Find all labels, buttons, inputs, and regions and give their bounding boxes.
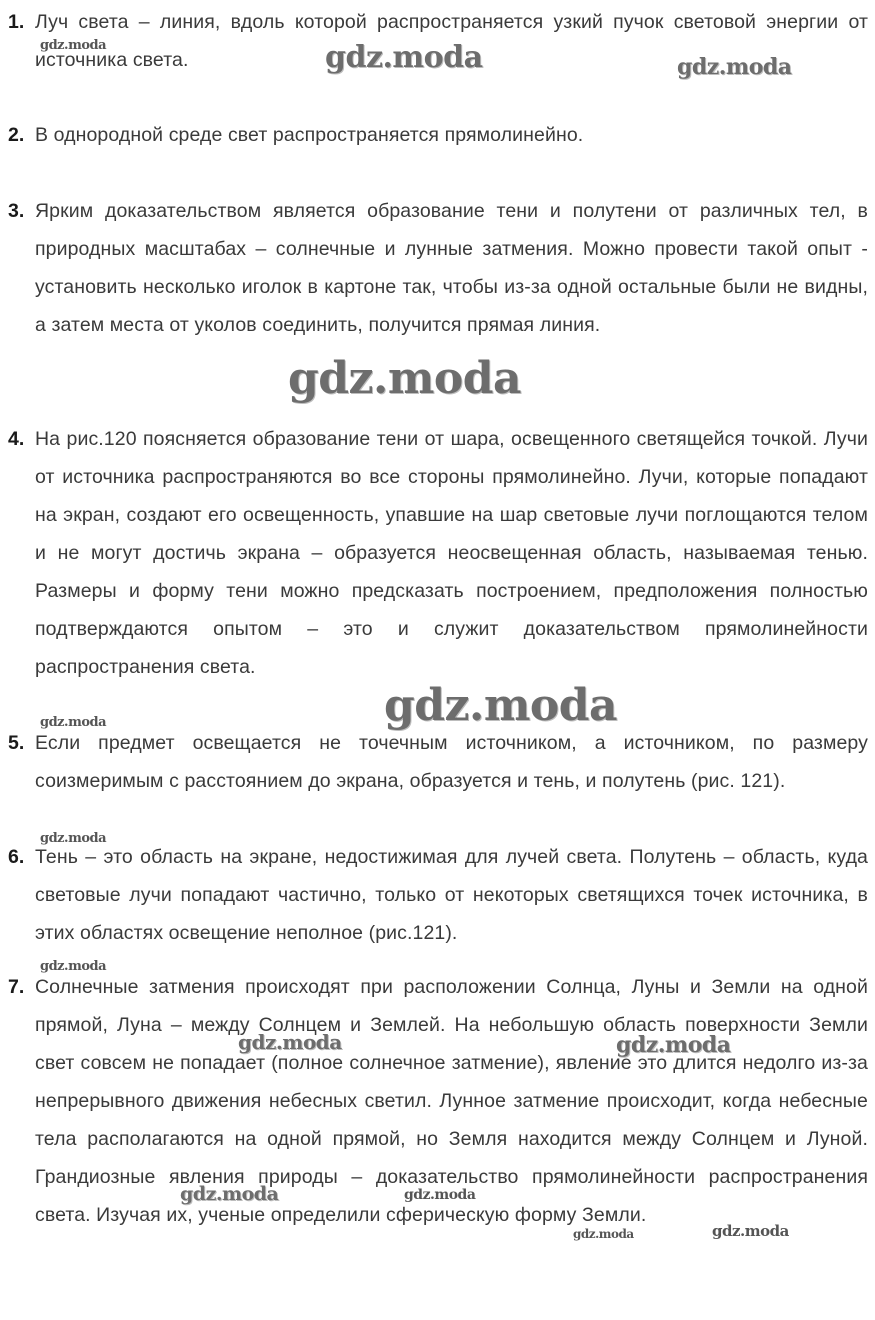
answer-number: 5. bbox=[8, 732, 25, 754]
answer-text: В однородной среде свет распространяется прямолинейно. bbox=[35, 124, 584, 146]
answer-text: На рис.120 поясняется образование тени от шара, освещенного светящейся точкой. Лучи от источника распространяются во все стороны прямолинейно. Лучи, которые попадают на экран, создают его освещенность, упавшие на шар световые лучи поглощаются телом и не могут достичь экрана – образуется неосвещенная область, называемая тенью. Размеры и форму тени можно предсказать построением, предположения полностью подтверждаются опытом – это и служит доказательством прямолинейности распространения света. bbox=[35, 428, 868, 678]
answer-3 bbox=[8, 192, 868, 344]
answer-6 bbox=[8, 838, 868, 952]
answer-number: 4. bbox=[8, 428, 25, 450]
watermark: gdz.moda bbox=[712, 1222, 789, 1240]
watermark: gdz.moda bbox=[40, 715, 107, 730]
watermark: gdz.moda bbox=[40, 959, 107, 974]
answer-number: 3. bbox=[8, 200, 25, 222]
watermark: gdz.moda bbox=[616, 1032, 731, 1058]
watermark: gdz.moda bbox=[404, 1187, 476, 1203]
answer-4 bbox=[8, 420, 868, 686]
watermark: gdz.moda bbox=[677, 54, 792, 80]
answer-7 bbox=[8, 968, 868, 1234]
answer-number: 7. bbox=[8, 976, 25, 998]
answer-number: 6. bbox=[8, 846, 25, 868]
watermark: gdz.moda bbox=[238, 1030, 342, 1054]
answer-text: Ярким доказательством является образование тени и полутени от различных тел, в природных масштабах – солнечные и лунные затмения. Можно провести такой опыт - установить несколько иголок в картоне так, чтобы из-за одной остальные были не видны, а затем места от уколов соединить, получится прямая линия. bbox=[35, 200, 868, 336]
watermark: gdz.moda bbox=[180, 1183, 279, 1205]
answer-number: 2. bbox=[8, 124, 25, 146]
watermark: gdz.moda bbox=[40, 38, 107, 53]
answer-2 bbox=[8, 116, 868, 154]
answer-5 bbox=[8, 724, 868, 800]
answer-1 bbox=[8, 3, 868, 79]
answer-text: Луч света – линия, вдоль которой распространяется узкий пучок световой энергии от источника света. bbox=[35, 11, 868, 71]
watermark: gdz.moda bbox=[384, 680, 618, 731]
watermark: gdz.moda bbox=[40, 831, 107, 846]
watermark: gdz.moda bbox=[573, 1227, 634, 1241]
watermark: gdz.moda bbox=[325, 40, 483, 75]
watermark: gdz.moda bbox=[288, 353, 522, 404]
answer-text: Если предмет освещается не точечным источником, а источником, по размеру соизмеримым с расстоянием до экрана, образуется и тень, и полутень (рис. 121). bbox=[35, 732, 868, 792]
answer-text: Тень – это область на экране, недостижимая для лучей света. Полутень – область, куда световые лучи попадают частично, только от некоторых светящихся точек источника, в этих областях освещение неполное (рис.121). bbox=[35, 846, 868, 944]
answer-number: 1. bbox=[8, 11, 25, 33]
answer-text: Солнечные затмения происходят при расположении Солнца, Луны и Земли на одной прямой, Луна – между Солнцем и Землей. На небольшую область поверхности Земли свет совсем не попадает (полное солнечное затмение), явление это длится недолго из-за непрерывного движения небесных светил. Лунное затмение происходит, когда небесные тела располагаются на одной прямой, но Земля находится между Солнцем и Луной. Грандиозные явления природы – доказательство прямолинейности распространения света. Изучая их, ученые определили сферическую форму Земли. bbox=[35, 976, 868, 1226]
